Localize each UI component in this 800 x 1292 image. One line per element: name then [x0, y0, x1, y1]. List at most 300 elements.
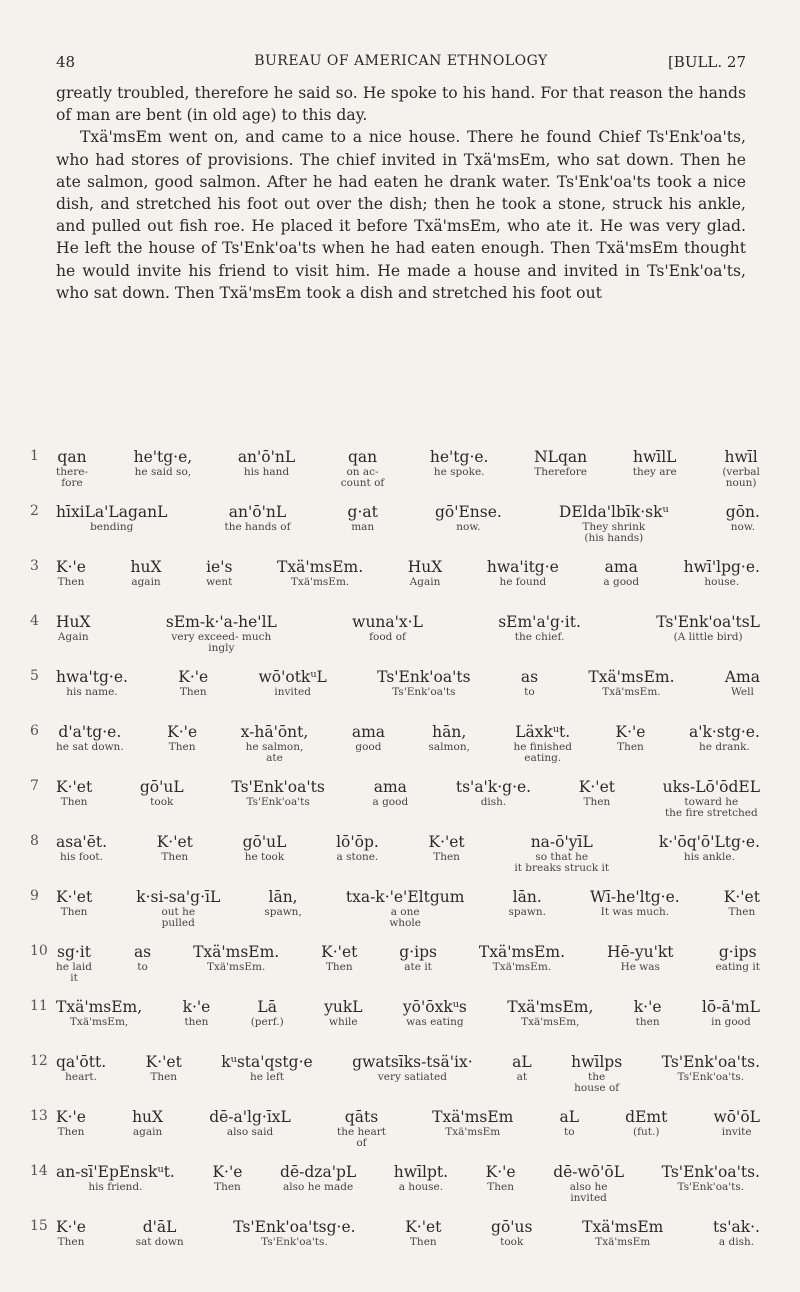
native-word: hīxiLa'LaganL — [56, 503, 168, 521]
native-word: k·'e — [633, 998, 662, 1016]
native-word: Ts'Enk'oa'ts. — [661, 1053, 760, 1071]
interlinear-line — [30, 503, 760, 558]
gloss: Then — [325, 961, 353, 973]
gloss: They shrink (his hands) — [582, 521, 646, 544]
gloss: he left — [249, 1071, 284, 1083]
gloss: then — [184, 1016, 209, 1028]
gloss: Then — [57, 1126, 85, 1138]
word-pair — [534, 448, 587, 489]
gloss: Then — [409, 1236, 437, 1248]
line-number: 9 — [30, 888, 39, 904]
word-pair — [56, 1163, 175, 1204]
native-word: Ts'Enk'oa'ts — [377, 668, 471, 686]
native-word: qa'ōtt. — [56, 1053, 107, 1071]
word-pair — [264, 888, 301, 929]
native-word: K·'et — [156, 833, 193, 851]
word-pair — [324, 998, 362, 1028]
word-row — [56, 1053, 760, 1094]
gloss: a good — [603, 576, 640, 588]
word-pair — [259, 668, 327, 698]
word-pair — [607, 943, 674, 984]
line-number: 3 — [30, 558, 39, 574]
native-word: lān, — [268, 888, 298, 906]
native-word: Txä'msEm — [432, 1108, 514, 1126]
word-pair — [726, 503, 760, 544]
native-word: K·'e — [615, 723, 646, 741]
gloss: Then — [168, 741, 196, 753]
word-row — [56, 448, 760, 489]
word-row — [56, 943, 760, 984]
native-word: sEm'a'g·it. — [498, 613, 581, 631]
word-pair — [56, 448, 88, 489]
native-word: dEmt — [625, 1108, 668, 1126]
gloss: a dish. — [718, 1236, 755, 1248]
line-number: 7 — [30, 778, 39, 794]
native-word: Hē-yu'kt — [606, 943, 674, 961]
gloss: took — [150, 796, 174, 808]
word-pair — [702, 998, 760, 1028]
word-pair — [346, 888, 465, 929]
native-word: hwa'itg·e — [486, 558, 559, 576]
word-pair — [689, 723, 760, 764]
native-word: hwa'tg·e. — [56, 668, 128, 686]
word-pair — [429, 723, 470, 764]
word-pair — [132, 1108, 163, 1149]
native-word: qan — [347, 448, 378, 466]
native-word: dē-a'lg·īxL — [209, 1108, 291, 1126]
gloss: Txä'msEm, — [521, 1016, 580, 1028]
native-word: lān. — [512, 888, 542, 906]
interlinear-line — [30, 1108, 760, 1163]
gloss: his ankle. — [683, 851, 735, 863]
native-word: Ts'Enk'oa'ts. — [661, 1163, 760, 1181]
word-pair — [134, 943, 151, 984]
native-word: g·at — [347, 503, 378, 521]
line-number: 6 — [30, 723, 39, 739]
gloss: Then — [60, 906, 88, 918]
gloss: again — [131, 576, 161, 588]
word-pair — [430, 448, 489, 489]
native-word: hwīlL — [632, 448, 677, 466]
native-word: Lā — [257, 998, 277, 1016]
gloss: (fut.) — [633, 1126, 660, 1138]
gloss: the chief. — [514, 631, 565, 643]
word-row — [56, 1218, 760, 1248]
word-pair — [131, 558, 162, 588]
word-pair — [521, 668, 538, 698]
gloss: Then — [583, 796, 611, 808]
line-number: 8 — [30, 833, 39, 849]
native-word: qāts — [344, 1108, 379, 1126]
paragraph: greatly troubled, therefore he said so. He spoke to his hand. For that reason the hands of man are bent (in old age) to this day. — [56, 84, 746, 125]
interlinear-text — [30, 448, 760, 1273]
gloss: there- fore — [56, 466, 88, 489]
gloss: Txä'msEm — [445, 1126, 501, 1138]
gloss: spawn, — [264, 906, 302, 918]
word-pair — [193, 943, 279, 984]
word-pair — [662, 1163, 760, 1204]
interlinear-line — [30, 1053, 760, 1108]
gloss: bending — [90, 521, 134, 533]
interlinear-line — [30, 778, 760, 833]
line-number: 14 — [30, 1163, 48, 1179]
native-word: gō'uL — [139, 778, 184, 796]
word-pair — [377, 668, 470, 698]
translation-text — [56, 82, 746, 304]
word-pair — [571, 1053, 622, 1094]
native-word: he'tg·e. — [429, 448, 489, 466]
gloss: on ac- count of — [340, 466, 385, 489]
native-word: uks-Lō'ōdEL — [662, 778, 760, 796]
word-pair — [509, 888, 546, 929]
word-pair — [486, 1163, 516, 1204]
word-pair — [553, 1163, 624, 1204]
word-pair — [56, 1218, 86, 1248]
gloss: Then — [57, 576, 85, 588]
gloss: in good — [711, 1016, 751, 1028]
native-word: Wī-he'ltg·e. — [590, 888, 680, 906]
native-word: an'ō'nL — [237, 448, 296, 466]
word-pair — [634, 998, 662, 1028]
native-word: lō-ā'mL — [701, 998, 760, 1016]
native-word: K·'e — [167, 723, 198, 741]
native-word: HuX — [56, 613, 91, 631]
word-pair — [715, 943, 759, 984]
native-word: K·'e — [212, 1163, 243, 1181]
word-pair — [588, 668, 674, 698]
gloss: Ts'Enk'oa'ts — [246, 796, 310, 808]
gloss: out he pulled — [161, 906, 196, 929]
gloss: Ts'Enk'oa'ts. — [261, 1236, 328, 1248]
interlinear-line — [30, 833, 760, 888]
gloss: salmon, — [428, 741, 470, 753]
native-word: d'āL — [142, 1218, 177, 1236]
native-word: wō'otkᵘL — [258, 668, 327, 686]
gloss: eating it — [715, 961, 760, 973]
gloss: Txä'msEm, — [69, 1016, 129, 1028]
gloss: the house of — [574, 1071, 620, 1094]
word-pair — [221, 1053, 312, 1094]
line-number: 2 — [30, 503, 39, 519]
native-word: ama — [604, 558, 638, 576]
word-pair — [224, 503, 290, 544]
native-word: gō'uL — [242, 833, 287, 851]
word-pair — [507, 998, 593, 1028]
native-word: K·'e — [56, 558, 86, 576]
native-word: txa-k·'e'Eltgum — [345, 888, 465, 906]
word-pair — [403, 998, 467, 1028]
word-pair — [684, 558, 760, 588]
native-word: K·'et — [56, 888, 93, 906]
native-word: an'ō'nL — [228, 503, 287, 521]
native-word: gōn. — [725, 503, 760, 521]
native-word: huX — [130, 558, 162, 576]
native-word: wō'ōL — [713, 1108, 760, 1126]
word-pair — [456, 778, 531, 819]
native-word: wuna'x·L — [352, 613, 423, 631]
gloss: Again — [57, 631, 89, 643]
native-word: g·ips — [399, 943, 437, 961]
word-pair — [625, 1108, 667, 1149]
gloss: they are — [632, 466, 677, 478]
word-pair — [56, 778, 92, 819]
gloss: a stone. — [336, 851, 379, 863]
gloss: now. — [730, 521, 755, 533]
interlinear-line — [30, 998, 760, 1053]
gloss: while — [328, 1016, 358, 1028]
word-pair — [233, 1218, 355, 1248]
gloss: spawn. — [508, 906, 546, 918]
native-word: K·'et — [723, 888, 760, 906]
word-pair — [56, 1053, 106, 1094]
native-word: k·'ōq'ō'Ltg·e. — [658, 833, 760, 851]
native-word: K·'e — [56, 1218, 86, 1236]
word-row — [56, 778, 760, 819]
native-word: K·'e — [56, 1108, 86, 1126]
interlinear-line — [30, 448, 760, 503]
native-word: DElda'lbīk·skᵘ — [558, 503, 669, 521]
word-pair — [56, 558, 86, 588]
gloss: again — [132, 1126, 163, 1138]
word-pair — [348, 503, 378, 544]
native-word: an-sī'EpEnskᵘt. — [56, 1163, 175, 1181]
word-pair — [56, 723, 124, 764]
word-pair — [405, 1218, 441, 1248]
native-word: Läxkᵘt. — [515, 723, 571, 741]
gloss: Txä'msEm — [595, 1236, 651, 1248]
native-word: kᵘsta'qstg·e — [221, 1053, 313, 1071]
word-pair — [394, 1163, 448, 1204]
gloss: Ts'Enk'oa'ts — [392, 686, 456, 698]
line-number: 10 — [30, 943, 48, 959]
word-pair — [243, 833, 287, 874]
gloss: he salmon, ate — [245, 741, 304, 764]
native-word: K·'et — [405, 1218, 442, 1236]
gloss: Then — [214, 1181, 241, 1193]
word-pair — [659, 833, 760, 874]
line-number: 11 — [30, 998, 48, 1014]
native-word: Txä'msEm. — [277, 558, 364, 576]
word-pair — [337, 1108, 386, 1149]
native-word: sg·it — [57, 943, 91, 961]
gloss: his name. — [66, 686, 118, 698]
gloss: ate it — [404, 961, 432, 973]
gloss: he laid it — [56, 961, 93, 984]
native-word: K·'et — [321, 943, 358, 961]
word-pair — [56, 998, 142, 1028]
line-number: 4 — [30, 613, 39, 629]
gloss: very exceed- much ingly — [171, 631, 272, 654]
gloss: now. — [456, 521, 481, 533]
word-pair — [615, 723, 645, 764]
word-pair — [277, 558, 363, 588]
bulletin-number: [BULL. 27 — [667, 53, 746, 71]
native-word: huX — [132, 1108, 164, 1126]
word-row — [56, 668, 760, 698]
page-header — [56, 53, 746, 77]
gloss: Then — [433, 851, 460, 863]
gloss: he sat down. — [56, 741, 124, 753]
native-word: he'tg·e, — [133, 448, 193, 466]
native-word: Txä'msEm, — [507, 998, 594, 1016]
word-pair — [559, 1108, 579, 1149]
word-pair — [603, 558, 639, 588]
word-pair — [157, 833, 193, 874]
gloss: he finished eating. — [513, 741, 572, 764]
gloss: he said so, — [134, 466, 192, 478]
native-word: K·'et — [145, 1053, 182, 1071]
running-title: BUREAU OF AMERICAN ETHNOLOGY — [254, 53, 548, 69]
native-word: dē-dza'pL — [280, 1163, 357, 1181]
word-pair — [56, 833, 107, 874]
word-pair — [280, 1163, 356, 1204]
gloss: Txä'msEm. — [602, 686, 661, 698]
gloss: He was — [620, 961, 660, 973]
word-pair — [212, 1163, 242, 1204]
gloss: was eating — [406, 1016, 464, 1028]
gloss: invited — [274, 686, 311, 698]
word-pair — [206, 558, 232, 588]
word-row — [56, 613, 760, 654]
gloss: man — [351, 521, 375, 533]
word-pair — [663, 778, 760, 819]
native-word: Txä'msEm, — [56, 998, 143, 1016]
word-pair — [183, 998, 211, 1028]
word-pair — [209, 1108, 291, 1149]
word-pair — [408, 558, 443, 588]
native-word: Ama — [724, 668, 760, 686]
word-pair — [352, 1053, 472, 1094]
gloss: invite — [721, 1126, 752, 1138]
word-pair — [352, 723, 385, 764]
gloss: his hand — [243, 466, 290, 478]
native-word: Ts'Enk'oa'tsL — [656, 613, 760, 631]
native-word: hwī'lpg·e. — [683, 558, 760, 576]
word-pair — [321, 943, 357, 984]
native-word: aL — [512, 1053, 532, 1071]
gloss: Then — [161, 851, 189, 863]
word-pair — [372, 778, 408, 819]
native-word: ts'a'k·g·e. — [455, 778, 532, 796]
word-pair — [238, 448, 295, 489]
native-word: gō'Ense. — [434, 503, 502, 521]
native-word: g·ips — [718, 943, 757, 961]
native-word: K·'e — [485, 1163, 516, 1181]
word-pair — [56, 503, 167, 544]
word-pair — [352, 613, 423, 654]
gloss: also said — [226, 1126, 274, 1138]
native-word: yukL — [324, 998, 363, 1016]
word-pair — [146, 1053, 182, 1094]
interlinear-line — [30, 888, 760, 943]
native-word: lō'ōp. — [336, 833, 379, 851]
word-row — [56, 558, 760, 588]
gloss: (perf.) — [250, 1016, 284, 1028]
native-word: K·'e — [178, 668, 209, 686]
gloss: he found — [499, 576, 547, 588]
native-word: ts'ak·. — [713, 1218, 760, 1236]
native-word: Txä'msEm. — [588, 668, 675, 686]
line-number: 5 — [30, 668, 39, 684]
native-word: K·'et — [578, 778, 615, 796]
word-pair — [136, 1218, 184, 1248]
line-number: 13 — [30, 1108, 48, 1124]
word-pair — [662, 1053, 760, 1094]
word-pair — [140, 778, 184, 819]
gloss: went — [206, 576, 233, 588]
native-word: Txä'msEm. — [193, 943, 280, 961]
word-row — [56, 723, 760, 764]
word-pair — [56, 888, 92, 929]
word-pair — [513, 723, 572, 764]
native-word: k·'e — [182, 998, 211, 1016]
interlinear-line — [30, 1218, 760, 1273]
gloss: his friend. — [88, 1181, 143, 1193]
word-pair — [178, 668, 208, 698]
gloss: very satiated — [377, 1071, 447, 1083]
gloss: a house. — [398, 1181, 444, 1193]
gloss: Then — [617, 741, 644, 753]
word-pair — [336, 833, 379, 874]
word-row — [56, 833, 760, 874]
gloss: Ts'Enk'oa'ts. — [677, 1071, 745, 1083]
gloss: he took — [244, 851, 285, 863]
word-pair — [590, 888, 680, 929]
native-word: na-ō'yīL — [530, 833, 593, 851]
gloss: the hands of — [224, 521, 291, 533]
word-pair — [231, 778, 324, 819]
word-pair — [56, 943, 92, 984]
word-pair — [582, 1218, 663, 1248]
native-word: Txä'msEm. — [478, 943, 566, 961]
word-pair — [498, 613, 581, 654]
word-pair — [512, 1053, 532, 1094]
gloss: sat down — [135, 1236, 184, 1248]
interlinear-line — [30, 558, 760, 613]
word-pair — [167, 723, 197, 764]
word-pair — [487, 558, 559, 588]
gloss: heart. — [65, 1071, 97, 1083]
gloss: dish. — [480, 796, 507, 808]
word-pair — [491, 1218, 532, 1248]
gloss: at — [516, 1071, 528, 1083]
word-row — [56, 503, 760, 544]
gloss: Then — [487, 1181, 514, 1193]
native-word: Ts'Enk'oa'ts — [231, 778, 325, 796]
word-pair — [56, 1108, 86, 1149]
gloss: Then — [150, 1071, 178, 1083]
gloss: to — [137, 961, 148, 973]
line-number: 12 — [30, 1053, 48, 1069]
word-pair — [166, 613, 277, 654]
native-word: K·'et — [56, 778, 93, 796]
gloss: Ts'Enk'oa'ts. — [677, 1181, 745, 1193]
gloss: a one whole — [389, 906, 421, 929]
page-number: 48 — [56, 53, 76, 71]
gloss: the heart of — [336, 1126, 386, 1149]
native-word: sEm-k·'a-he'lL — [165, 613, 277, 631]
native-word: hān, — [432, 723, 467, 741]
gloss: took — [500, 1236, 524, 1248]
gloss: food of — [369, 631, 406, 643]
interlinear-line — [30, 668, 760, 723]
gloss: he spoke. — [433, 466, 485, 478]
word-pair — [341, 448, 385, 489]
native-word: hwīl — [724, 448, 758, 466]
word-pair — [514, 833, 609, 874]
gloss: Txä'msEm. — [492, 961, 552, 973]
word-pair — [134, 448, 193, 489]
